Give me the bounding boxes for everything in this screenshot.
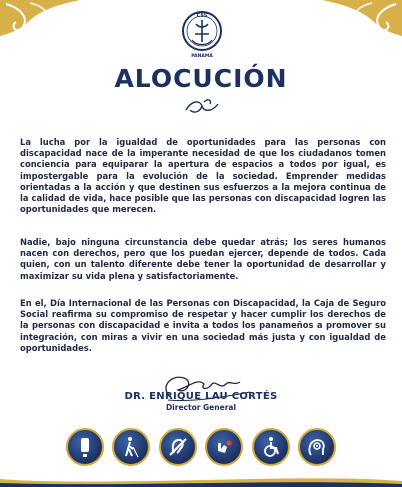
- cognitive-gears-icon: [298, 428, 336, 466]
- signatory-title: Director General: [165, 403, 237, 412]
- sign-language-hands-icon: [205, 428, 243, 466]
- signatory-name: DR. ENRIQUE LAU CORTÉS: [124, 391, 278, 402]
- gold-bottom-band: [0, 473, 402, 487]
- flourish-ornament: [182, 96, 222, 118]
- css-panama-logo: [181, 10, 223, 60]
- body-paragraph-3: En el, Día Internacional de las Personas con Discapacidad, la Caja de Seguro Social reafirma su compromiso de respetar y hacer cumplir los derechos de la personas con discapacidad e invita a todos los panameños a promover su integración, con miras a vivir en una sociedad más justa y con igualdad de oportunidades.: [20, 298, 386, 353]
- deaf-ear-icon: [159, 428, 197, 466]
- gold-corner-ornament-right: [322, 0, 402, 38]
- gold-corner-ornament-left: [0, 0, 80, 38]
- wheelchair-icon: [252, 428, 290, 466]
- page-title: ALOCUCIÓN: [114, 64, 288, 93]
- body-paragraph-1: La lucha por la igualdad de oportunidades para las personas con discapacidad nace de la imperante necesidad de que los ciudadanos tomen conciencia para equiparar la apertura de espacios a todos por igual, es impostergable para la evolución de la sociedad. Emprender medidas orientadas a la acción y que destinen sus esfuerzos a la mejora continua de la calidad de vida, hace posible que las personas con discapacidad logren las oportunidades que merecen.: [20, 137, 386, 215]
- hearing-impairment-icon: [66, 428, 104, 466]
- body-paragraph-2: Nadie, bajo ninguna circunstancia debe quedar atrás; los seres humanos nacen con derechos, pero que los puedan ejercer, depende de todos. Cada quien, con un talento diferente debe tener la oportunidad de desarrollar y maximizar su vida plena y satisfactoriamente.: [20, 237, 386, 281]
- blind-person-cane-icon: [112, 428, 150, 466]
- svg-text:PANAMÁ: PANAMÁ: [191, 54, 213, 59]
- handwritten-signature: [150, 368, 260, 408]
- svg-text:CSS: CSS: [196, 13, 208, 19]
- accessibility-icons-row: [66, 428, 336, 468]
